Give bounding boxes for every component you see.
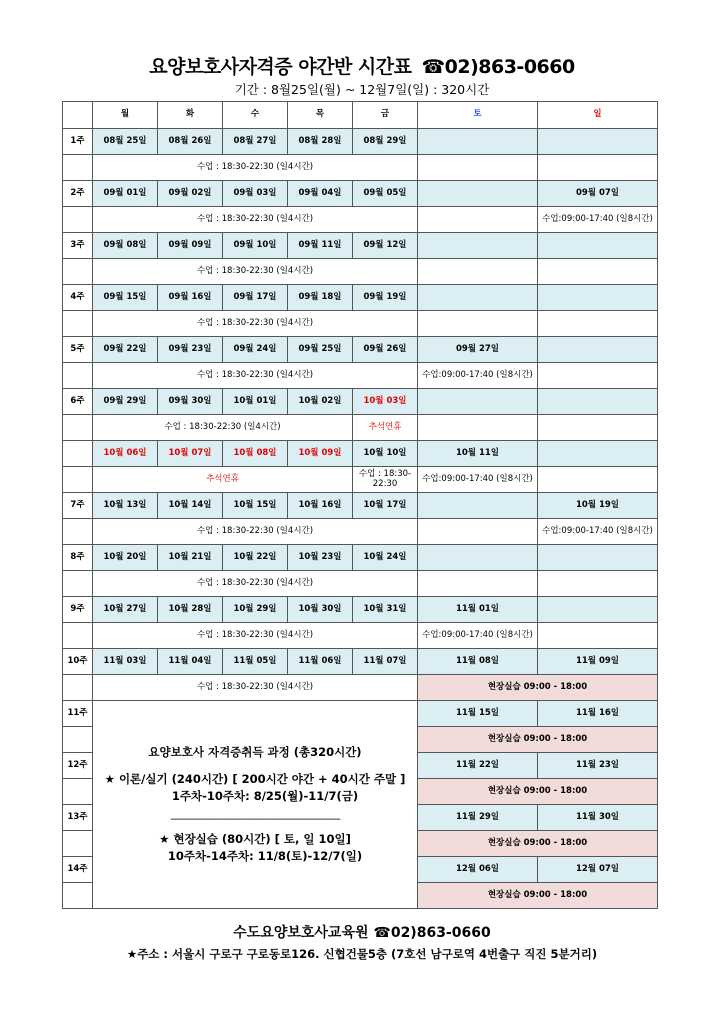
sat-cell [418,415,538,441]
sun-cell [538,441,658,467]
class-time-cell: 수업 : 18:30-22:30 (일4시간) [93,207,418,233]
sat-cell: 10월 11일 [418,441,538,467]
header-tue: 화 [158,102,223,129]
sun-cell: 09월 07일 [538,181,658,207]
date-cell: 09월 03일 [223,181,288,207]
footer-org [0,922,724,942]
week-label [63,363,93,389]
holiday-label: 추석연휴 [353,415,418,441]
header-fri: 금 [353,102,418,129]
date-cell: 09월 16일 [158,285,223,311]
table-row [63,701,658,727]
table-row [63,597,658,623]
table-row [63,415,658,441]
practice-cell: 현장실습 09:00 - 18:00 [418,727,658,753]
table-row [63,155,658,181]
holiday-date-cell: 10월 08일 [223,441,288,467]
sat-cell [418,545,538,571]
date-cell: 09월 22일 [93,337,158,363]
week-label: 11주 [63,701,93,727]
date-cell: 09월 02일 [158,181,223,207]
week-label [63,441,93,467]
date-cell: 09월 05일 [353,181,418,207]
table-row [63,259,658,285]
sat-cell [418,129,538,155]
week-label: 3주 [63,233,93,259]
week-label: 14주 [63,857,93,883]
date-cell: 08월 28일 [288,129,353,155]
sun-cell: 11월 30일 [538,805,658,831]
table-row [63,233,658,259]
sun-cell: 10월 19일 [538,493,658,519]
sat-cell [418,285,538,311]
footer-org-name: 수도요양보호사교육원 [233,925,369,941]
date-cell: 10월 24일 [353,545,418,571]
date-cell: 10월 30일 [288,597,353,623]
date-cell: 09월 18일 [288,285,353,311]
title-text: 요양보호사자격증 야간반 시간표 [149,56,412,78]
week-label: 6주 [63,389,93,415]
table-row [63,181,658,207]
sun-cell: 12월 07일 [538,857,658,883]
sat-cell: 11월 15일 [418,701,538,727]
week-label: 9주 [63,597,93,623]
date-cell: 10월 20일 [93,545,158,571]
course-info-practice: ★ 현장실습 (80시간) [ 토, 일 10일] [159,831,351,846]
holiday-label: 추석연휴 [93,467,353,493]
header-sun: 일 [538,102,658,129]
date-cell: 11월 05일 [223,649,288,675]
header-mon: 월 [93,102,158,129]
date-cell: 08월 29일 [353,129,418,155]
sat-cell [418,571,538,597]
holiday-date-cell: 10월 07일 [158,441,223,467]
sun-cell: 11월 16일 [538,701,658,727]
date-cell: 09월 19일 [353,285,418,311]
week-label [63,467,93,493]
table-row [63,129,658,155]
date-cell: 09월 01일 [93,181,158,207]
date-cell: 09월 17일 [223,285,288,311]
sun-cell: 11월 23일 [538,753,658,779]
date-cell: 09월 15일 [93,285,158,311]
week-label [63,415,93,441]
table-row [63,519,658,545]
class-time-cell: 수업 : 18:30-22:30 (일4시간) [93,623,418,649]
sun-cell: 11월 09일 [538,649,658,675]
date-cell: 09월 24일 [223,337,288,363]
sat-cell [418,233,538,259]
table-row [63,623,658,649]
course-info-title: 요양보호사 자격증취득 과정 (총320시간) [148,744,362,759]
table-row [63,285,658,311]
week-label: 1주 [63,129,93,155]
table-row [63,467,658,493]
sat-cell [418,311,538,337]
sun-cell [538,467,658,493]
date-cell: 10월 15일 [223,493,288,519]
course-info-box [93,701,418,909]
week-label [63,623,93,649]
date-cell: 10월 23일 [288,545,353,571]
date-cell: 11월 06일 [288,649,353,675]
date-cell: 08월 26일 [158,129,223,155]
sat-cell: 11월 08일 [418,649,538,675]
header-sat: 토 [418,102,538,129]
footer-address: ★주소 : 서울시 구로구 구로동로126. 신협건물5층 (7호선 남구로역 4번출구 직진 5분거리) [126,947,598,961]
sun-cell [538,337,658,363]
date-cell: 08월 27일 [223,129,288,155]
week-label [63,675,93,701]
header-week [63,102,93,129]
sun-cell [538,415,658,441]
week-label [63,571,93,597]
sun-cell [538,571,658,597]
week-label: 12주 [63,753,93,779]
week-label [63,883,93,909]
table-row [63,441,658,467]
date-cell: 11월 04일 [158,649,223,675]
practice-cell: 현장실습 09:00 - 18:00 [418,779,658,805]
week-label [63,259,93,285]
date-cell: 10월 29일 [223,597,288,623]
date-cell: 09월 10일 [223,233,288,259]
week-label: 4주 [63,285,93,311]
date-cell: 08월 25일 [93,129,158,155]
sat-cell: 11월 29일 [418,805,538,831]
date-cell: 09월 04일 [288,181,353,207]
class-time-cell: 수업 : 18:30-22:30 (일4시간) [93,363,418,389]
sat-cell: 11월 22일 [418,753,538,779]
course-info-theory: ★ 이론/실기 (240시간) [ 200시간 야간 + 40시간 주말 ] [104,772,406,787]
holiday-date-cell: 10월 06일 [93,441,158,467]
date-cell: 10월 22일 [223,545,288,571]
table-row [63,675,658,701]
date-cell: 09월 09일 [158,233,223,259]
date-cell: 09월 30일 [158,389,223,415]
date-cell: 10월 21일 [158,545,223,571]
sat-class-cell: 수업:09:00-17:40 (일8시간) [418,467,538,493]
sun-class-cell: 수업:09:00-17:40 (일8시간) [538,207,658,233]
week-label [63,779,93,805]
week-label: 10주 [63,649,93,675]
date-cell: 10월 14일 [158,493,223,519]
sun-cell [538,311,658,337]
sat-cell [418,493,538,519]
practice-cell: 현장실습 09:00 - 18:00 [418,831,658,857]
course-info-practice-range: 10주차-14주차: 11/8(토)-12/7(일) [167,848,363,863]
class-time-cell: 수업 : 18:30-22:30 (일4시간) [93,155,418,181]
date-cell: 10월 01일 [223,389,288,415]
practice-cell: 현장실습 09:00 - 18:00 [418,883,658,909]
sat-cell: 11월 01일 [418,597,538,623]
class-time-cell: 수업 : 18:30-22:30 (일4시간) [93,259,418,285]
sun-class-cell: 수업:09:00-17:40 (일8시간) [538,519,658,545]
course-info-separator: ----------------------------------------------------------------- [170,813,340,825]
date-cell: 09월 25일 [288,337,353,363]
week-label [63,155,93,181]
sat-cell [418,155,538,181]
title-phone: ☎02)863-0660 [421,56,575,78]
footer-phone: ☎02)863-0660 [373,925,491,941]
sat-cell: 12월 06일 [418,857,538,883]
holiday-date-cell: 10월 03일 [353,389,418,415]
sat-class-cell: 수업:09:00-17:40 (일8시간) [418,623,538,649]
class-time-cell: 수업 : 18:30-22:30 (일4시간) [93,675,418,701]
week-label [63,519,93,545]
date-cell: 10월 02일 [288,389,353,415]
week-label: 5주 [63,337,93,363]
table-row [63,337,658,363]
sun-cell [538,623,658,649]
week-label: 2주 [63,181,93,207]
class-time-cell: 수업 : 18:30-22:30 (일4시간) [93,311,418,337]
sat-cell: 09월 27일 [418,337,538,363]
date-cell: 11월 03일 [93,649,158,675]
week-label: 8주 [63,545,93,571]
course-info-theory-range: 1주차-10주차: 8/25(월)-11/7(금) [171,789,359,804]
sun-cell [538,155,658,181]
sun-cell [538,233,658,259]
date-cell: 10월 31일 [353,597,418,623]
header-wed: 수 [223,102,288,129]
date-cell: 09월 12일 [353,233,418,259]
class-time-cell: 수업 : 18:30-22:30 (일4시간) [93,415,353,441]
date-cell: 11월 07일 [353,649,418,675]
class-time-cell: 수업 : 18:30-22:30 (일4시간) [93,571,418,597]
week-label: 7주 [63,493,93,519]
date-cell: 10월 17일 [353,493,418,519]
sun-cell [538,259,658,285]
date-cell: 09월 23일 [158,337,223,363]
table-row [63,649,658,675]
sun-cell [538,545,658,571]
table-row [63,207,658,233]
date-cell: 09월 29일 [93,389,158,415]
sun-cell [538,129,658,155]
page-title [0,52,724,79]
date-cell: 10월 13일 [93,493,158,519]
week-label [63,831,93,857]
class-time-cell: 수업 : 18:30-22:30 (일4시간) [93,519,418,545]
sat-cell [418,519,538,545]
sat-cell [418,259,538,285]
holiday-date-cell: 10월 09일 [288,441,353,467]
table-row [63,363,658,389]
date-cell: 09월 11일 [288,233,353,259]
period-text: 기간 : 8월25일(월) ~ 12월7일(일) : 320시간 [234,82,490,97]
sun-cell [538,363,658,389]
table-row [63,311,658,337]
date-cell: 10월 28일 [158,597,223,623]
date-cell: 10월 27일 [93,597,158,623]
sat-cell [418,207,538,233]
week-label [63,727,93,753]
practice-cell: 현장실습 09:00 - 18:00 [418,675,658,701]
schedule-table [62,101,658,909]
class-time-cell: 수업 : 18:30-22:30 [353,467,418,493]
header-thu: 목 [288,102,353,129]
week-label [63,311,93,337]
header-row [63,102,658,129]
date-cell: 09월 08일 [93,233,158,259]
table-row [63,389,658,415]
sat-cell [418,389,538,415]
week-label [63,207,93,233]
sun-cell [538,389,658,415]
sun-cell [538,597,658,623]
table-row [63,493,658,519]
sat-cell [418,181,538,207]
sun-cell [538,285,658,311]
sat-class-cell: 수업:09:00-17:40 (일8시간) [418,363,538,389]
table-row [63,545,658,571]
week-label: 13주 [63,805,93,831]
table-row [63,571,658,597]
date-cell: 10월 10일 [353,441,418,467]
date-cell: 10월 16일 [288,493,353,519]
date-cell: 09월 26일 [353,337,418,363]
